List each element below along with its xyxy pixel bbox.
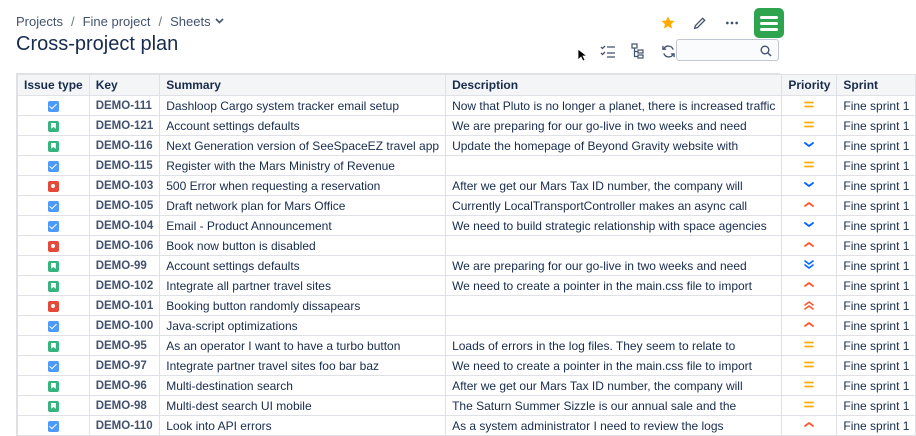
table-row[interactable]	[17, 336, 916, 356]
description-cell[interactable]: Currently LocalTransportController makes an async call	[446, 196, 782, 216]
summary-cell[interactable]: Account settings defaults	[160, 256, 446, 276]
priority-cell[interactable]	[782, 156, 837, 176]
task-icon	[48, 361, 59, 372]
column-header-key[interactable]: Key	[89, 75, 160, 96]
table-row[interactable]	[17, 116, 916, 136]
priority-highest-icon	[803, 299, 815, 310]
more-icon[interactable]	[722, 13, 742, 33]
priority-cell[interactable]	[782, 396, 837, 416]
star-icon[interactable]	[658, 13, 678, 33]
task-icon	[48, 221, 59, 232]
description-cell[interactable]	[446, 316, 782, 336]
issue-type-cell[interactable]	[18, 256, 90, 276]
priority-medium-icon	[803, 399, 815, 410]
issue-key-cell[interactable]: DEMO-103	[89, 176, 160, 196]
breadcrumb-separator: /	[158, 14, 163, 29]
sprint-cell[interactable]: Fine sprint 1	[837, 276, 916, 296]
bug-icon	[48, 301, 59, 312]
issue-type-cell[interactable]	[18, 316, 90, 336]
issue-type-cell[interactable]	[18, 396, 90, 416]
issue-key-cell[interactable]: DEMO-102	[89, 276, 160, 296]
table-row[interactable]	[17, 96, 916, 116]
column-header-priority[interactable]: Priority	[782, 75, 837, 96]
description-cell[interactable]: Now that Pluto is no longer a planet, there is increased traffic	[446, 96, 782, 116]
story-icon	[48, 281, 59, 292]
sprint-cell[interactable]: Fine sprint 1	[837, 196, 916, 216]
table-header-row	[17, 75, 916, 96]
description-cell[interactable]	[446, 236, 782, 256]
summary-cell[interactable]: Multi-dest search UI mobile	[160, 396, 446, 416]
search-input[interactable]	[677, 40, 764, 62]
sprint-cell[interactable]: Fine sprint 1	[837, 176, 916, 196]
sprint-cell[interactable]: Fine sprint 1	[837, 396, 916, 416]
story-icon	[48, 261, 59, 272]
priority-cell[interactable]	[782, 296, 837, 316]
bug-icon	[48, 181, 59, 192]
task-icon	[48, 421, 59, 432]
issue-key-cell[interactable]: DEMO-121	[89, 116, 160, 136]
description-cell[interactable]	[446, 296, 782, 316]
issue-key-cell[interactable]: DEMO-95	[89, 336, 160, 356]
search-icon[interactable]	[760, 44, 772, 62]
chevron-down-icon[interactable]	[215, 16, 224, 27]
breadcrumb-projects[interactable]: Projects	[16, 14, 63, 29]
summary-cell[interactable]: Dashloop Cargo system tracker email setup	[160, 96, 446, 116]
priority-medium-icon	[803, 359, 815, 370]
description-cell[interactable]	[446, 156, 782, 176]
page-title: Cross-project plan	[16, 33, 179, 55]
description-cell[interactable]: After we get our Mars Tax ID number, the company will	[446, 176, 782, 196]
story-icon	[48, 381, 59, 392]
description-cell[interactable]: Update the homepage of Beyond Gravity website with	[446, 136, 782, 156]
search-box	[676, 39, 779, 61]
table-row[interactable]	[17, 216, 916, 236]
task-icon	[48, 101, 59, 112]
summary-cell[interactable]: Booking button randomly dissapears	[160, 296, 446, 316]
priority-low-icon	[803, 139, 815, 150]
priority-cell[interactable]	[782, 236, 837, 256]
priority-cell[interactable]	[782, 376, 837, 396]
issue-type-cell[interactable]	[18, 376, 90, 396]
column-header-description[interactable]: Description	[446, 75, 782, 96]
column-header-sprint[interactable]: Sprint	[837, 75, 916, 96]
summary-cell[interactable]: Book now button is disabled	[160, 236, 446, 256]
sprint-cell[interactable]: Fine sprint 1	[837, 256, 916, 276]
issue-type-cell[interactable]	[18, 196, 90, 216]
sprint-cell[interactable]: Fine sprint 1	[837, 296, 916, 316]
issue-type-cell[interactable]	[18, 236, 90, 256]
table-row[interactable]	[17, 416, 916, 436]
summary-cell[interactable]: Multi-destination search	[160, 376, 446, 396]
table-row[interactable]	[17, 296, 916, 316]
app-logo[interactable]	[754, 8, 784, 38]
summary-cell[interactable]: Integrate all partner travel sites	[160, 276, 446, 296]
issue-key-cell[interactable]: DEMO-96	[89, 376, 160, 396]
table-row[interactable]	[17, 376, 916, 396]
summary-cell[interactable]: Look into API errors	[160, 416, 446, 436]
issue-key-cell[interactable]: DEMO-111	[89, 96, 160, 116]
summary-cell[interactable]: Java-script optimizations	[160, 316, 446, 336]
sprint-cell[interactable]: Fine sprint 1	[837, 116, 916, 136]
task-icon	[48, 201, 59, 212]
description-cell[interactable]: We need to create a pointer in the main.css file to import	[446, 276, 782, 296]
summary-cell[interactable]: Next Generation version of SeeSpaceEZ travel app	[160, 136, 446, 156]
issue-type-cell[interactable]	[18, 336, 90, 356]
breadcrumb-project[interactable]: Fine project	[82, 14, 151, 29]
table-row[interactable]	[17, 136, 916, 156]
issue-key-cell[interactable]: DEMO-115	[89, 156, 160, 176]
mouse-cursor-icon	[577, 48, 587, 67]
table-row[interactable]	[17, 396, 916, 416]
description-cell[interactable]: We are preparing for our go-live in two weeks and need	[446, 256, 782, 276]
checklist-icon[interactable]	[598, 42, 618, 60]
story-icon	[48, 141, 59, 152]
story-icon	[48, 341, 59, 352]
issue-key-cell[interactable]: DEMO-97	[89, 356, 160, 376]
priority-cell[interactable]	[782, 336, 837, 356]
priority-medium-icon	[803, 119, 815, 130]
issue-type-cell[interactable]	[18, 116, 90, 136]
issue-key-cell[interactable]: DEMO-116	[89, 136, 160, 156]
story-icon	[48, 401, 59, 412]
priority-cell[interactable]	[782, 356, 837, 376]
priority-cell[interactable]	[782, 216, 837, 236]
priority-high-icon	[803, 319, 815, 330]
table-row[interactable]	[17, 176, 916, 196]
breadcrumb-separator: /	[70, 14, 75, 29]
priority-cell[interactable]	[782, 196, 837, 216]
description-cell[interactable]: We need to build strategic relationship with space agencies	[446, 216, 782, 236]
priority-cell[interactable]	[782, 256, 837, 276]
table-row[interactable]	[17, 276, 916, 296]
summary-cell[interactable]: Account settings defaults	[160, 116, 446, 136]
sheet-grid	[16, 73, 910, 433]
summary-cell[interactable]: Integrate partner travel sites foo bar baz	[160, 356, 446, 376]
bug-icon	[48, 241, 59, 252]
page-actions	[658, 8, 784, 38]
priority-medium-icon	[803, 379, 815, 390]
priority-high-icon	[803, 279, 815, 290]
issue-type-cell[interactable]	[18, 156, 90, 176]
sprint-cell[interactable]: Fine sprint 1	[837, 416, 916, 436]
table-row[interactable]	[17, 236, 916, 256]
issue-key-cell[interactable]: DEMO-104	[89, 216, 160, 236]
priority-high-icon	[803, 199, 815, 210]
issue-key-cell[interactable]: DEMO-106	[89, 236, 160, 256]
priority-lowest-icon	[803, 259, 815, 270]
description-cell[interactable]: After we get our Mars Tax ID number, the company will	[446, 376, 782, 396]
issue-type-cell[interactable]	[18, 216, 90, 236]
story-icon	[48, 121, 59, 132]
sprint-cell[interactable]: Fine sprint 1	[837, 156, 916, 176]
table-row[interactable]	[17, 316, 916, 336]
issue-key-cell[interactable]: DEMO-105	[89, 196, 160, 216]
priority-medium-icon	[803, 99, 815, 110]
summary-cell[interactable]: 500 Error when requesting a reservation	[160, 176, 446, 196]
summary-cell[interactable]: As an operator I want to have a turbo button	[160, 336, 446, 356]
issue-key-cell[interactable]: DEMO-99	[89, 256, 160, 276]
priority-cell[interactable]	[782, 276, 837, 296]
breadcrumb	[16, 14, 224, 29]
refresh-icon[interactable]	[658, 42, 678, 60]
issue-type-cell[interactable]	[18, 356, 90, 376]
priority-medium-icon	[803, 339, 815, 350]
edit-icon[interactable]	[690, 13, 710, 33]
sprint-cell[interactable]: Fine sprint 1	[837, 96, 916, 116]
priority-medium-icon	[803, 159, 815, 170]
priority-cell[interactable]	[782, 416, 837, 436]
sprint-cell[interactable]: Fine sprint 1	[837, 316, 916, 336]
issue-type-cell[interactable]	[18, 296, 90, 316]
sprint-cell[interactable]: Fine sprint 1	[837, 236, 916, 256]
issue-type-cell[interactable]	[18, 416, 90, 436]
table-row[interactable]	[17, 196, 916, 216]
column-header-issue-type[interactable]: Issue type	[18, 75, 90, 96]
table-row[interactable]	[17, 156, 916, 176]
issues-table	[16, 74, 916, 436]
summary-cell[interactable]: Email - Product Announcement	[160, 216, 446, 236]
table-row[interactable]	[17, 256, 916, 276]
priority-cell[interactable]	[782, 316, 837, 336]
issue-key-cell[interactable]: DEMO-98	[89, 396, 160, 416]
breadcrumb-sheets[interactable]: Sheets	[170, 14, 211, 29]
task-icon	[48, 161, 59, 172]
description-cell[interactable]: The Saturn Summer Sizzle is our annual sale and the	[446, 396, 782, 416]
table-row[interactable]	[17, 356, 916, 376]
description-cell[interactable]: As a system administrator I need to review the logs	[446, 416, 782, 436]
sprint-cell[interactable]: Fine sprint 1	[837, 336, 916, 356]
description-cell[interactable]: We need to create a pointer in the main.css file to import	[446, 356, 782, 376]
summary-cell[interactable]: Draft network plan for Mars Office	[160, 196, 446, 216]
sheet-toolbar	[598, 42, 678, 60]
issue-type-cell[interactable]	[18, 96, 90, 116]
priority-high-icon	[803, 239, 815, 250]
issue-key-cell[interactable]: DEMO-101	[89, 296, 160, 316]
column-header-summary[interactable]: Summary	[160, 75, 446, 96]
sprint-cell[interactable]: Fine sprint 1	[837, 136, 916, 156]
issue-key-cell[interactable]: DEMO-100	[89, 316, 160, 336]
sprint-cell[interactable]: Fine sprint 1	[837, 216, 916, 236]
priority-cell[interactable]	[782, 96, 837, 116]
priority-high-icon	[803, 419, 815, 430]
priority-cell[interactable]	[782, 116, 837, 136]
description-cell[interactable]: We are preparing for our go-live in two weeks and need	[446, 116, 782, 136]
issue-key-cell[interactable]: DEMO-110	[89, 416, 160, 436]
task-icon	[48, 321, 59, 332]
issue-type-cell[interactable]	[18, 276, 90, 296]
priority-cell[interactable]	[782, 136, 837, 156]
priority-cell[interactable]	[782, 176, 837, 196]
sprint-cell[interactable]: Fine sprint 1	[837, 376, 916, 396]
priority-low-icon	[803, 219, 815, 230]
hierarchy-icon[interactable]	[628, 42, 648, 60]
summary-cell[interactable]: Register with the Mars Ministry of Revenue	[160, 156, 446, 176]
issue-type-cell[interactable]	[18, 136, 90, 156]
issue-type-cell[interactable]	[18, 176, 90, 196]
priority-low-icon	[803, 179, 815, 190]
description-cell[interactable]: Loads of errors in the log files. They seem to relate to	[446, 336, 782, 356]
sprint-cell[interactable]: Fine sprint 1	[837, 356, 916, 376]
